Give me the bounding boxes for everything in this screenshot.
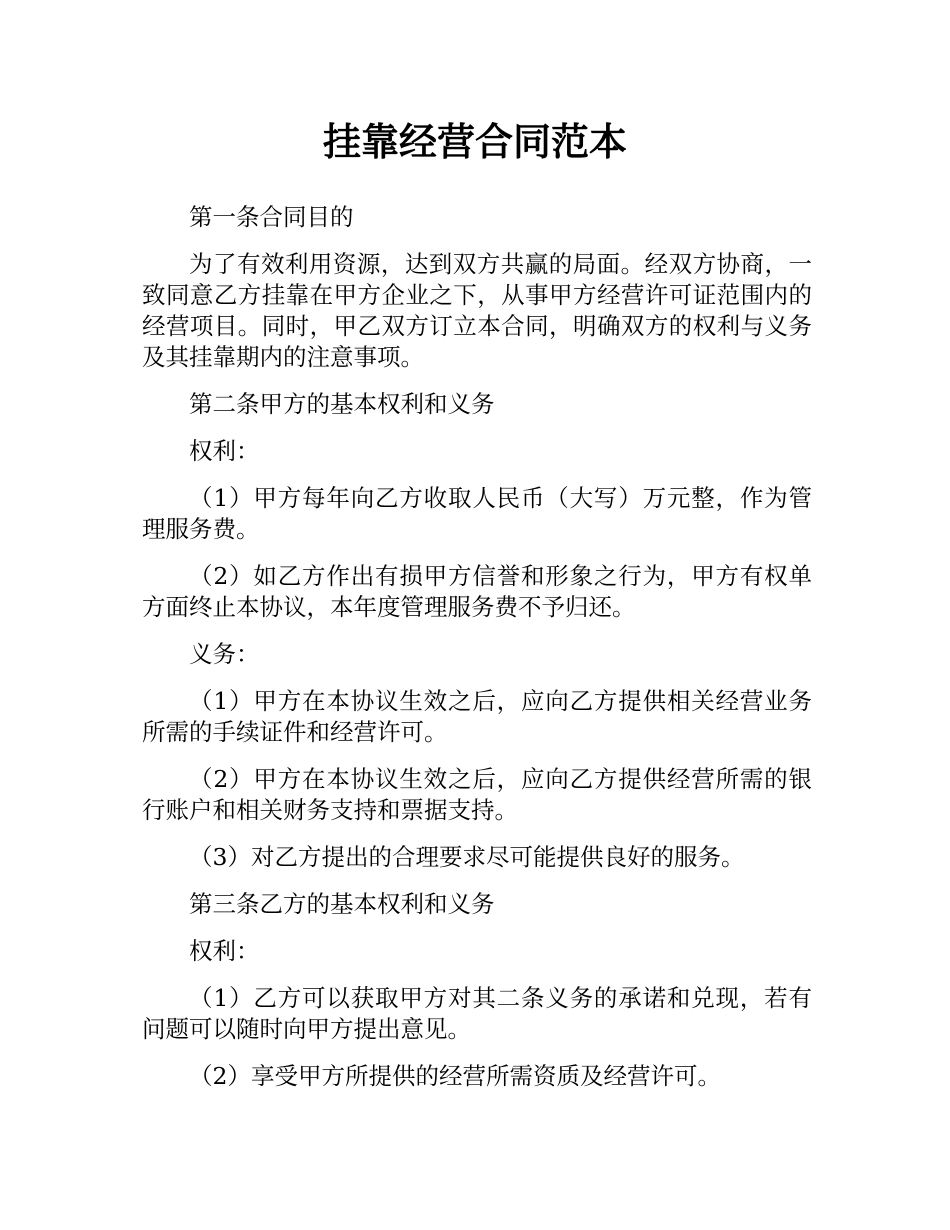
- list-item: （1）甲方在本协议生效之后，应向乙方提供相关经营业务所需的手续证件和经营许可。: [142, 687, 812, 746]
- section-heading-2: 第二条甲方的基本权利和义务: [189, 390, 495, 418]
- document-body: [142, 202, 812, 1108]
- list-item: （2）如乙方作出有损甲方信誉和形象之行为，甲方有权单方面终止本协议，本年度管理服务费不予归还。: [142, 562, 812, 621]
- list-item: （1）甲方每年向乙方收取人民币（大写）万元整，作为管理服务费。: [142, 484, 812, 543]
- paragraph-purpose: 为了有效利用资源，达到双方共赢的局面。经双方协商，一致同意乙方挂靠在甲方企业之下，从事甲方经营许可证范围内的经营项目。同时，甲乙双方订立本合同，明确双方的权利与义务及其挂靠期内的注意事项。: [142, 250, 812, 371]
- subheading-rights-a: 权利：: [189, 437, 260, 465]
- list-item: （1）乙方可以获取甲方对其二条义务的承诺和兑现，若有问题可以随时向甲方提出意见。: [142, 984, 812, 1043]
- document-title: 挂靠经营合同范本: [322, 120, 627, 164]
- subheading-duties-a: 义务：: [189, 640, 260, 668]
- list-item: （2）享受甲方所提供的经营所需资质及经营许可。: [189, 1062, 721, 1090]
- section-heading-3: 第三条乙方的基本权利和义务: [189, 890, 495, 918]
- list-item: （3）对乙方提出的合理要求尽可能提供良好的服务。: [189, 843, 745, 871]
- section-heading-1: 第一条合同目的: [189, 203, 354, 231]
- list-item: （2）甲方在本协议生效之后，应向乙方提供经营所需的银行账户和相关财务支持和票据支持。: [142, 765, 812, 824]
- subheading-rights-b: 权利：: [189, 937, 260, 965]
